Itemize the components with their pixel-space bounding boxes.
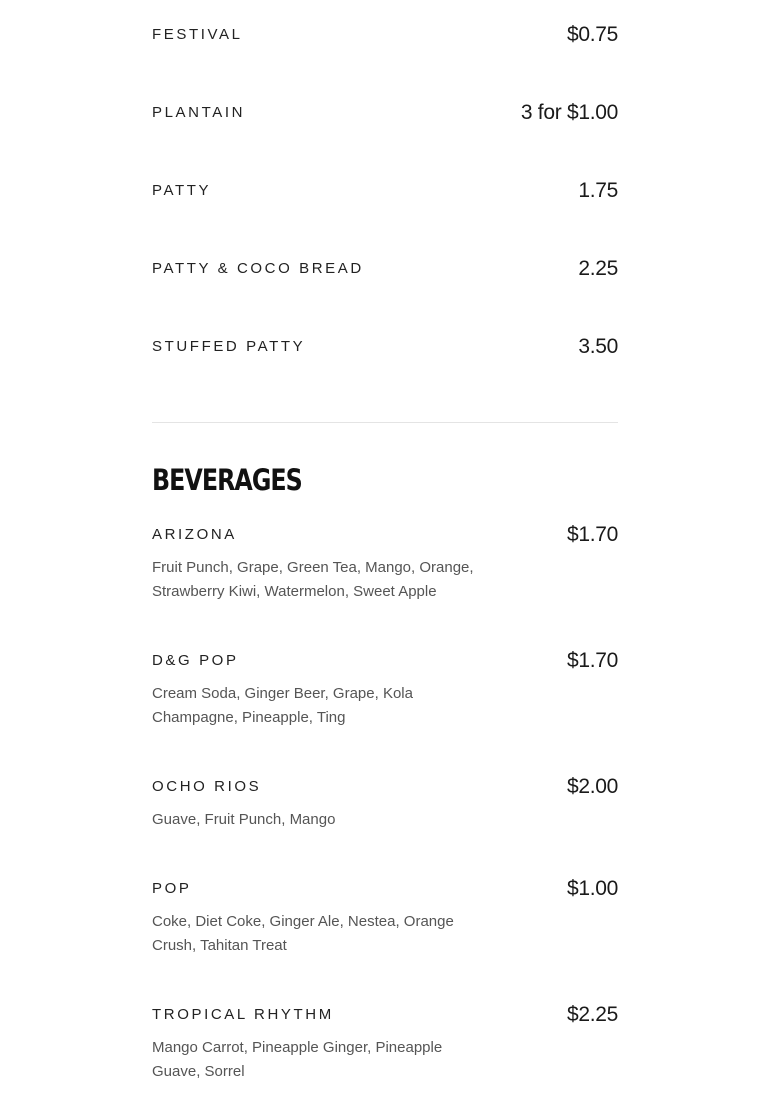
item-name: PLANTAIN [152,104,246,121]
item-price: 3.50 [578,335,618,358]
section-title-beverages: BEVERAGES [152,463,302,497]
item-name: FESTIVAL [152,26,243,43]
item-name: OCHO RIOS [152,778,262,795]
item-description: Fruit Punch, Grape, Green Tea, Mango, Orange, Strawberry Kiwi, Watermelon, Sweet Apple [152,559,474,600]
item-name: STUFFED PATTY [152,338,306,355]
item-name: ARIZONA [152,526,237,543]
item-price: $1.70 [566,523,618,546]
item-price: 3 for $1.00 [520,101,618,124]
item-price: $1.70 [566,649,618,672]
item-description: Guave, Fruit Punch, Mango [152,811,336,828]
item-name: TROPICAL RHYTHM [152,1006,334,1023]
item-price: $2.00 [566,775,618,798]
item-price: $2.25 [566,1003,618,1026]
item-name: PATTY & COCO BREAD [152,260,364,277]
item-price: 1.75 [578,179,618,202]
item-name: D&G POP [152,652,239,669]
item-price: $1.00 [566,877,618,900]
item-description: Cream Soda, Ginger Beer, Grape, Kola Champagne, Pineapple, Ting [152,685,413,726]
item-name: POP [152,880,192,897]
item-description: Coke, Diet Coke, Ginger Ale, Nestea, Orange Crush, Tahitan Treat [152,913,454,954]
section-divider [152,422,618,423]
item-description: Mango Carrot, Pineapple Ginger, Pineapple Guave, Sorrel [152,1039,443,1080]
item-price: 2.25 [578,257,618,280]
item-name: PATTY [152,182,212,199]
item-price: $0.75 [566,23,618,46]
